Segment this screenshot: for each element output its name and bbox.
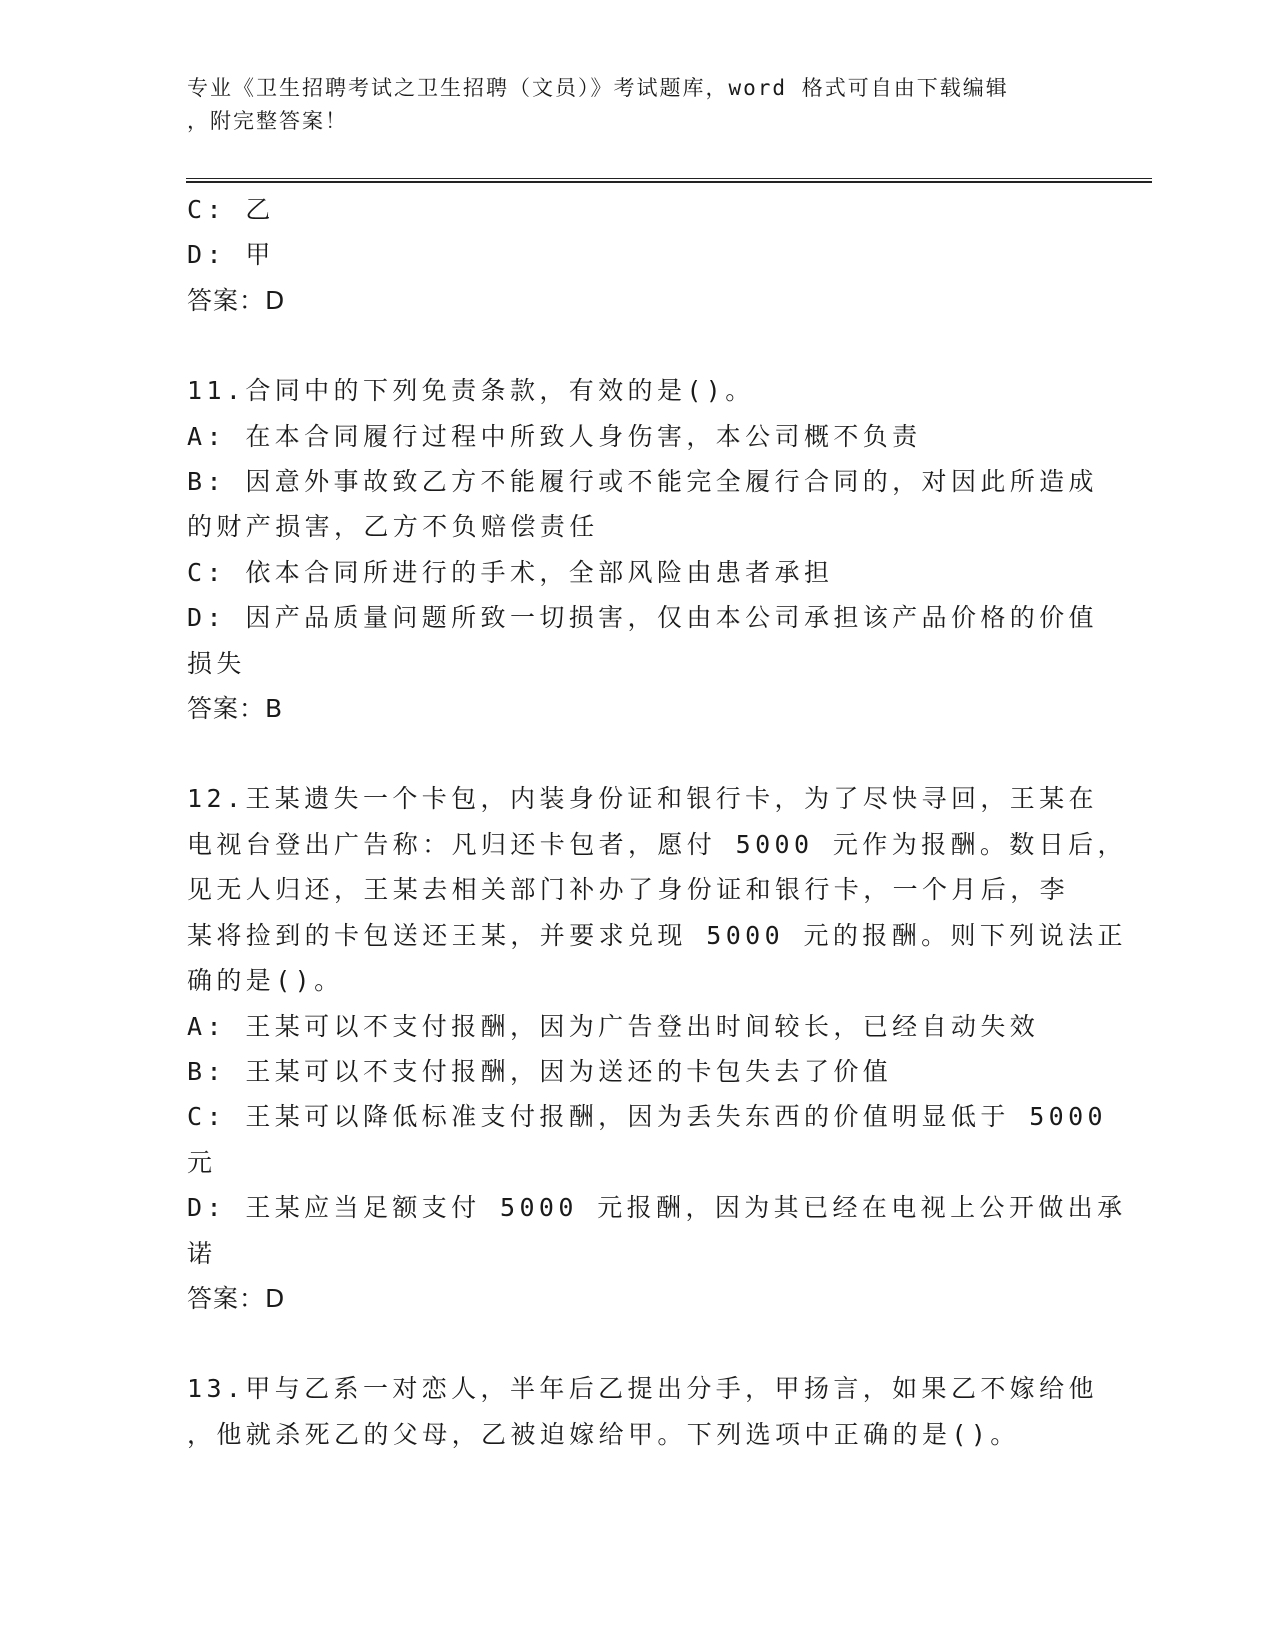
option-b-continued: 的财产损害，乙方不负赔偿责任 bbox=[187, 512, 599, 542]
option-d: D: 王某应当足额支付 5000 元报酬，因为其已经在电视上公开做出承 bbox=[187, 1193, 1127, 1223]
answer: 答案：D bbox=[187, 285, 286, 315]
option-d: D: 因产品质量问题所致一切损害，仅由本公司承担该产品价格的价值 bbox=[187, 603, 1098, 633]
question-stem-continued: 某将捡到的卡包送还王某，并要求兑现 5000 元的报酬。则下列说法正 bbox=[187, 920, 1127, 950]
question-stem-continued: 电视台登出广告称：凡归还卡包者，愿付 5000 元作为报酬。数日后， bbox=[187, 829, 1127, 859]
question-stem-continued: ，他就杀死乙的父母，乙被迫嫁给甲。下列选项中正确的是()。 bbox=[187, 1419, 1020, 1449]
option-c-continued: 元 bbox=[187, 1147, 217, 1177]
question-11 bbox=[187, 368, 1098, 731]
question-stem-continued: 确的是()。 bbox=[187, 966, 344, 996]
header-divider bbox=[186, 178, 1152, 179]
option-a: A: 在本合同履行过程中所致人身伤害，本公司概不负责 bbox=[187, 421, 922, 451]
option-c: C: 依本合同所进行的手术，全部风险由患者承担 bbox=[187, 557, 834, 587]
header-line: 专业《卫生招聘考试之卫生招聘（文员）》考试题库，word 格式可自由下载编辑 bbox=[187, 76, 1009, 100]
spacer bbox=[187, 731, 1077, 776]
option-d: D: 甲 bbox=[187, 240, 275, 270]
question-stem: 13.甲与乙系一对恋人，半年后乙提出分手，甲扬言，如果乙不嫁给他 bbox=[187, 1374, 1098, 1404]
answer: 答案：D bbox=[187, 1283, 286, 1313]
question-stem-continued: 见无人归还，王某去相关部门补办了身份证和银行卡，一个月后，李 bbox=[187, 875, 1070, 905]
option-d-continued: 损失 bbox=[187, 648, 246, 678]
option-c: C: 王某可以降低标准支付报酬，因为丢失东西的价值明显低于 5000 bbox=[187, 1102, 1108, 1132]
page-header bbox=[187, 72, 1067, 138]
option-a: A: 王某可以不支付报酬，因为广告登出时间较长，已经自动失效 bbox=[187, 1011, 1040, 1041]
question-12 bbox=[187, 776, 1127, 1321]
header-line: ，附完整答案！ bbox=[187, 109, 348, 133]
option-c: C: 乙 bbox=[187, 195, 275, 224]
option-b: B: 王某可以不支付报酬，因为送还的卡包失去了价值 bbox=[187, 1056, 893, 1086]
option-b: B: 因意外事故致乙方不能履行或不能完全履行合同的，对因此所造成 bbox=[187, 467, 1098, 497]
question-stem: 12.王某遗失一个卡包，内装身份证和银行卡，为了尽快寻回，王某在 bbox=[187, 784, 1098, 814]
previous-question-tail bbox=[187, 187, 1077, 323]
header-divider bbox=[186, 181, 1152, 183]
question-13 bbox=[187, 1366, 1098, 1457]
spacer bbox=[187, 323, 1077, 368]
question-content bbox=[187, 187, 1127, 1457]
question-stem: 11.合同中的下列免责条款，有效的是()。 bbox=[187, 376, 755, 406]
spacer bbox=[187, 1321, 1077, 1366]
answer: 答案：B bbox=[187, 694, 284, 724]
option-d-continued: 诺 bbox=[187, 1238, 217, 1268]
